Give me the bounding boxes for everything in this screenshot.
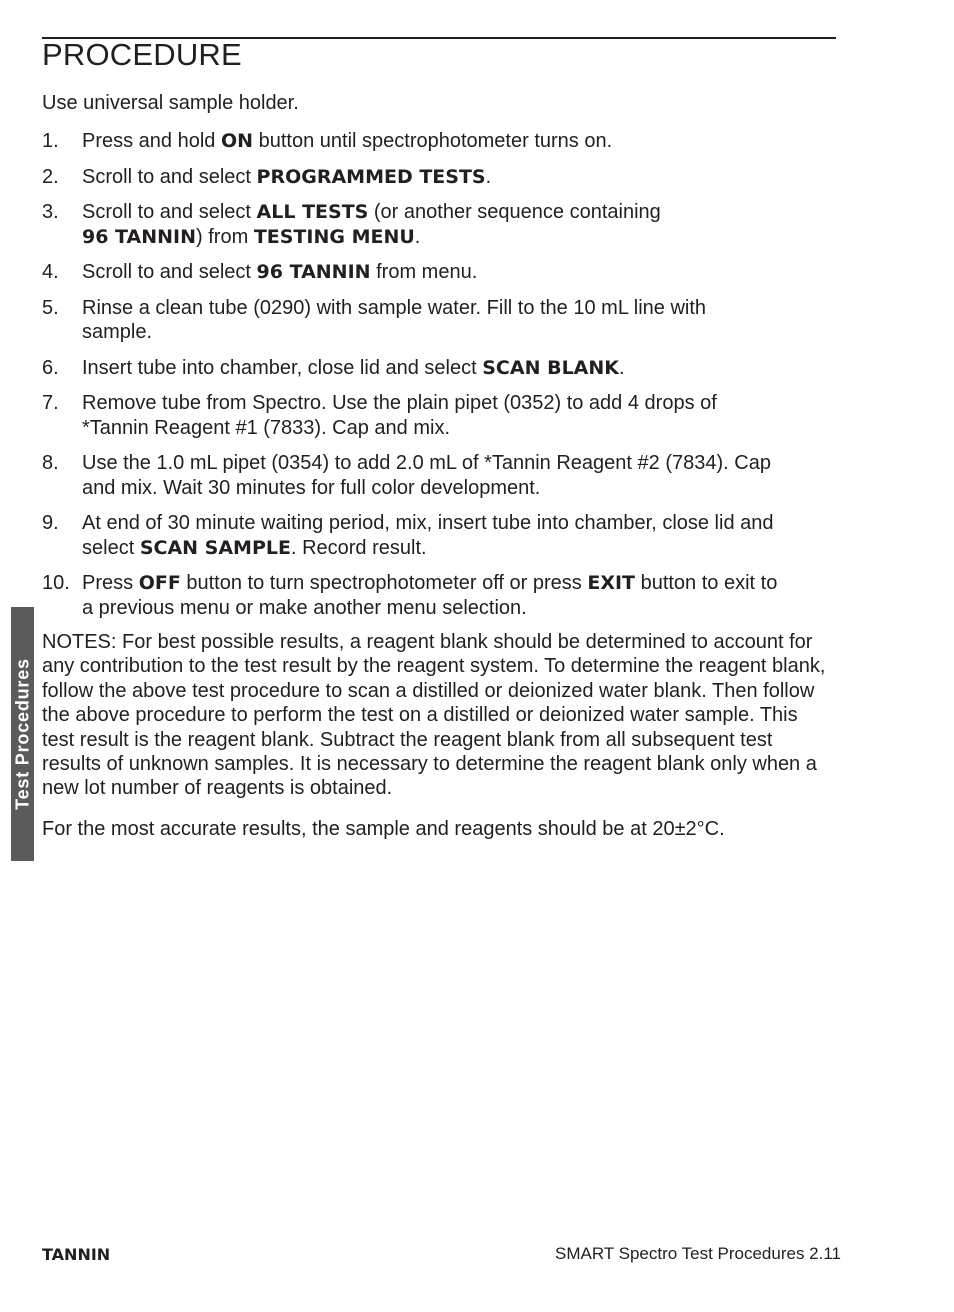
step-number: 2. [42,165,59,188]
step-keyword: PROGRAMMED TESTS [256,165,486,188]
step-number: 5. [42,296,59,319]
step-keyword: EXIT [587,572,636,594]
step-number: 9. [42,512,59,534]
procedure-step [42,260,842,285]
step-number: 1. [42,130,59,152]
side-tab-label: Test Procedures [12,658,32,810]
step-text-run: a previous menu or make another menu selection. [82,596,527,619]
procedure-step [42,165,842,190]
step-text-run: Scroll to and select [82,261,257,283]
step-text [82,261,477,283]
procedure-step [42,571,842,620]
step-text-run: . [485,165,492,188]
footer-page-info: SMART Spectro Test Procedures 2.11 [555,1244,841,1263]
step-number: 6. [42,356,59,379]
step-text-run: *Tannin Reagent #1 (7833). Cap and mix. [82,416,451,439]
step-text-run: ) from [196,225,254,248]
step-text-run: button to exit to [635,572,778,594]
step-text [82,572,777,619]
notes-section [42,630,834,857]
section-title: PROCEDURE [42,37,242,72]
step-number: 3. [42,201,59,223]
step-number: 7. [42,392,59,414]
step-text-run: from menu. [370,261,478,283]
section-side-tab [11,607,34,861]
intro-text: Use universal sample holder. [42,92,299,114]
step-keyword: 96 TANNIN [82,225,197,248]
procedure-step [42,451,842,500]
step-text-run: Press and hold [82,130,221,152]
step-text-run: Remove tube from Spectro. Use the plain pipet (0352) to add 4 drops of [82,392,717,414]
procedure-step [42,391,842,440]
procedure-step [42,296,842,345]
step-keyword: SCAN SAMPLE [139,536,291,559]
step-text [82,452,771,499]
step-text-run: Rinse a clean tube (0290) with sample water. Fill to the 10 mL line with [82,296,707,319]
step-text [82,392,717,439]
step-text-run: sample. [82,321,153,343]
step-number: 8. [42,452,59,474]
step-text [82,357,625,379]
step-text-run: button to turn spectrophotometer off or press [180,572,588,594]
notes-paragraph: NOTES: For best possible results, a reagent blank should be determined to account for any contribution to the test result by the reagent system. To determine the reagent blank, follow the above test procedure to scan a distilled or deionized water blank. Then follow the above procedure to perform the test on a distilled or deionized water sample. This test result is the reagent blank. Subtract the reagent blank from all subsequent test results of unknown samples. It is necessary to determine the reagent blank only when a new lot number of reagents is obtained. [42,631,826,800]
step-text-run: . [414,225,421,248]
step-number: 10. [42,572,70,594]
step-keyword: ALL TESTS [256,201,369,223]
step-text-run: button until spectrophotometer turns on. [253,130,613,152]
step-text-run: (or another sequence containing [368,201,661,223]
step-text [82,130,612,152]
step-text-run: and mix. Wait 30 minutes for full color development. [82,476,541,499]
step-text-run: Scroll to and select [82,201,257,223]
step-keyword: 96 TANNIN [256,261,371,283]
step-text [82,166,491,188]
step-text-run: . Record result. [290,536,427,559]
footer-test-name: TANNIN [42,1245,111,1264]
step-text [82,201,661,248]
step-text-run: Insert tube into chamber, close lid and select [82,356,483,379]
procedure-steps [42,129,842,631]
step-text-run: . [619,356,625,379]
step-number: 4. [42,261,59,283]
step-text-run: Use the 1.0 mL pipet (0354) to add 2.0 mL of *Tannin Reagent #2 (7834). Cap [82,452,771,474]
step-keyword: ON [220,130,254,152]
step-keyword: OFF [138,572,181,594]
step-keyword: SCAN BLANK [482,356,620,379]
procedure-step [42,511,842,560]
procedure-step [42,200,842,249]
step-text-run: Scroll to and select [82,165,257,188]
procedure-step [42,129,842,154]
step-text [82,512,774,559]
step-text-run: select [82,536,140,559]
temperature-note: For the most accurate results, the sample and reagents should be at 20±2°C. [42,817,725,840]
step-text-run: At end of 30 minute waiting period, mix, insert tube into chamber, close lid and [82,512,774,534]
step-text [82,297,706,344]
procedure-step [42,356,842,381]
step-text-run: Press [82,572,139,594]
step-keyword: TESTING MENU [253,225,415,248]
